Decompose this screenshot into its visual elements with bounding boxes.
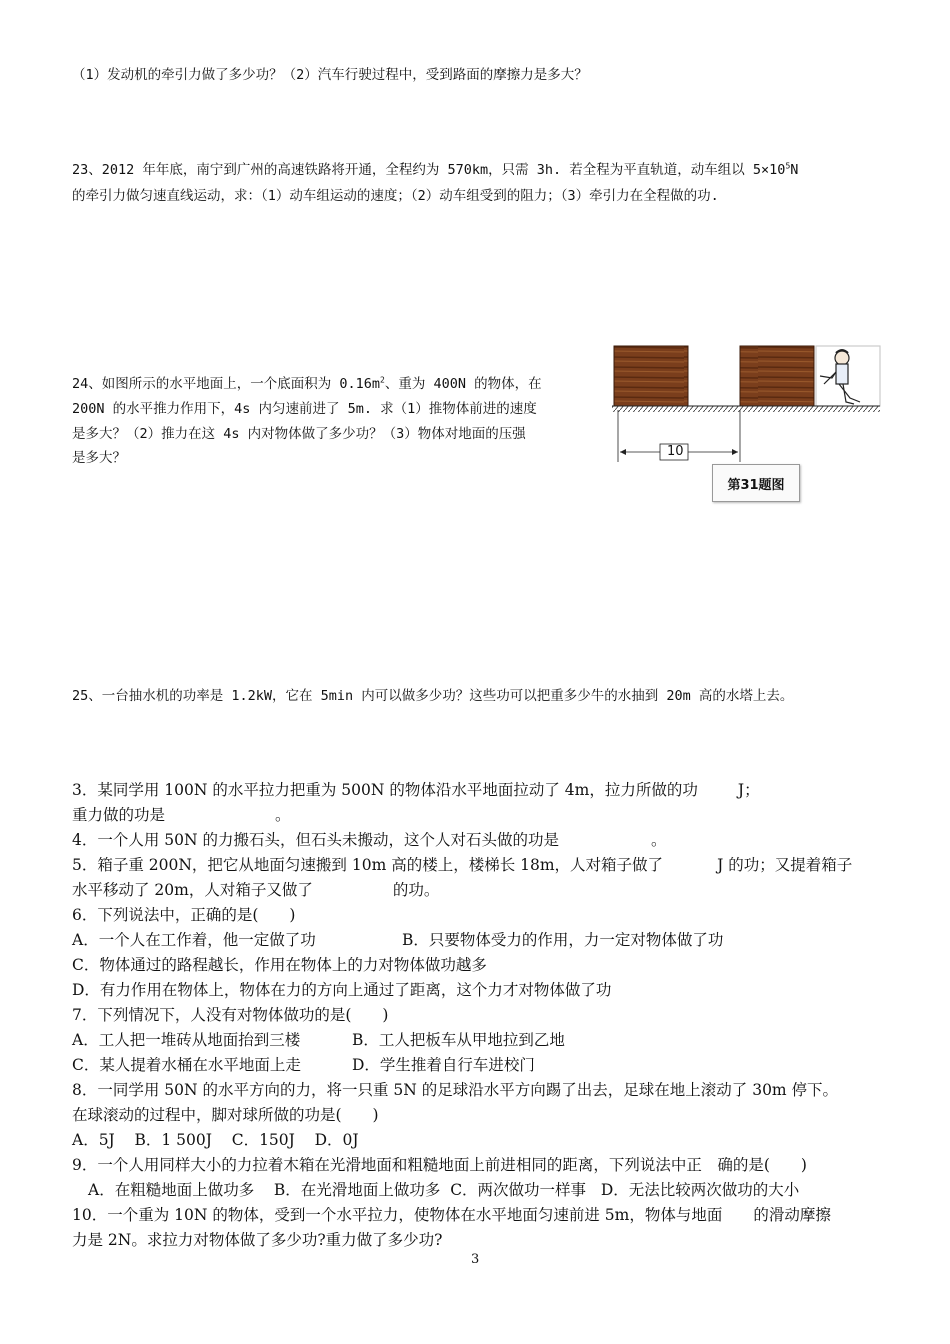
fill-q4: 4．一个人用 50N 的力搬石头，但石头未搬动，这个人对石头做的功是 。 [72,831,667,849]
q10-line2: 力是 2N。求拉力对物体做了多少功?重力做了多少功? [72,1231,443,1249]
choice-q6-b: B．只要物体受力的作用，力一定对物体做了功 [402,931,724,949]
choice-q9-options: A．在粗糙地面上做功多 B．在光滑地面上做功多 C．两次做功一样事 D．无法比较两次做功的大小 [88,1181,800,1199]
choice-q6: 6．下列说法中，正确的是( ) [72,906,296,924]
box-right [740,346,814,406]
fill-q5-line2: 水平移动了 20m，人对箱子又做了 的功。 [72,881,440,899]
boxes-diagram [610,344,882,474]
q24-line4: 是多大？ [72,450,126,466]
q25: 25、一台抽水机的功率是 1.2kW，它在 5min 内可以做多少功？这些功可以把重多少牛的水抽到 20m 高的水塔上去。 [72,688,794,704]
q24-line1: 24、如图所示的水平地面上，一个底面积为 $0.16m^2$、重为 400N 的物体，在 [72,375,542,392]
q24-line3: 是多大？（2）推力在这 4s 内对物体做了多少功？（3）物体对地面的压强 [72,426,526,442]
q23-line1: 23、2012 年年底，南宁到广州的高速铁路将开通，全程约为 570km，只需 3h. 若全程为平直轨道，动车组以 $5\times 10^5N$ [72,161,799,178]
choice-q9: 9．一个人用同样大小的力拉着木箱在光滑地面和粗糙地面上前进相同的距离，下列说法中正 确的是( ) [72,1156,807,1174]
choice-q8-line1: 8．一同学用 50N 的水平方向的力，将一只重 5N 的足球沿水平方向踢了出去，足球在地上滚动了 30m 停下。 [72,1081,839,1099]
choice-q6-d: D．有力作用在物体上，物体在力的方向上通过了距离，这个力才对物体做了功 [72,981,612,999]
person-pushing-icon [816,346,880,406]
q10-line1: 10．一个重为 10N 的物体，受到一个水平拉力，使物体在水平地面匀速前进 5m，物体与地面 的滑动摩擦 [72,1206,831,1224]
choice-q7-a: A．工人把一堆砖从地面抬到三楼 [72,1031,301,1049]
choice-q7-b: B．工人把板车从甲地拉到乙地 [352,1031,565,1049]
fill-q5-line1: 5．箱子重 200N，把它从地面匀速搬到 10m 高的楼上，楼梯长 18m，人对箱子做了 J 的功；又提着箱子 [72,856,853,874]
ground [612,406,880,412]
choice-q7: 7．下列情况下，人没有对物体做功的是( ) [72,1006,389,1024]
choice-q8-line2: 在球滚动的过程中，脚对球所做的功是( ) [72,1106,379,1124]
choice-q7-c: C．某人提着水桶在水平地面上走 [72,1056,301,1074]
fill-q3-line1: 3．某同学用 100N 的水平拉力把重为 500N 的物体沿水平地面拉动了 4m，拉力所做的功 J； [72,781,760,799]
q22-subquestions: （1）发动机的牵引力做了多少功？（2）汽车行驶过程中，受到路面的摩擦力是多大？ [72,67,588,83]
box-left [614,346,688,406]
page-number: 3 [471,1252,480,1267]
q23-line2: 的牵引力做匀速直线运动，求：（1）动车组运动的速度；（2）动车组受到的阻力；（3）牵引力在全程做的功. [72,188,719,204]
choice-q6-c: C．物体通过的路程越长，作用在物体上的力对物体做功越多 [72,956,487,974]
choice-q8-options: A．5J B．1 500J C．150J D．0J [72,1131,359,1149]
q24-line2: 200N 的水平推力作用下，4s 内匀速前进了 5m. 求（1）推物体前进的速度 [72,401,537,417]
figure-caption: 第31题图 [712,464,800,502]
fill-q3-line2: 重力做的功是 。 [72,806,291,824]
choice-q6-a: A．一个人在工作着，他一定做了功 [72,931,316,949]
distance-label: 10 [667,444,684,459]
choice-q7-d: D．学生推着自行车进校门 [352,1056,535,1074]
